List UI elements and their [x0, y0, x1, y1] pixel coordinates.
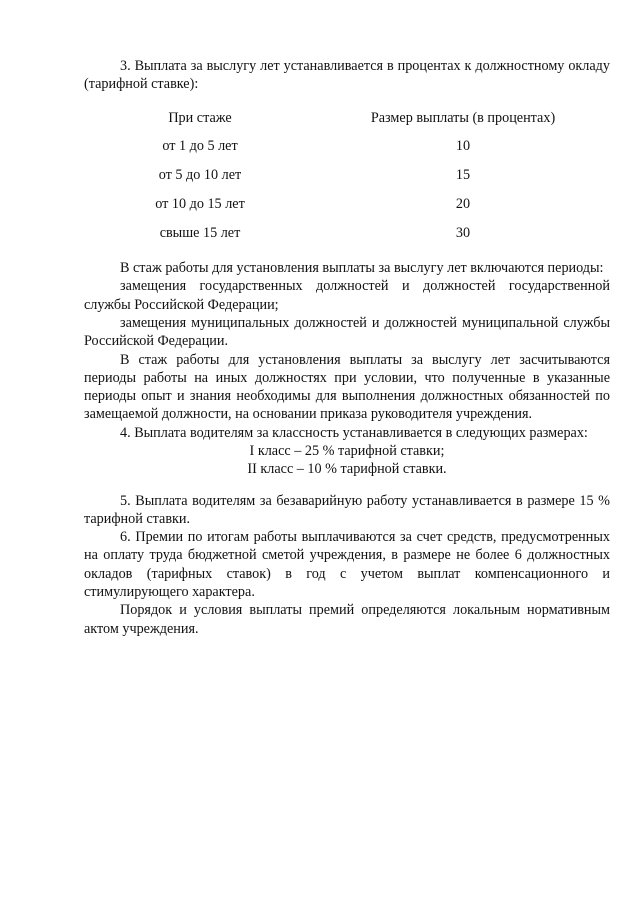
header-payment-size: Размер выплаты (в процентах)	[370, 109, 556, 126]
paragraph-6: 6. Премии по итогам работы выплачиваются за счет средств, предусмотренных на оплату труда бюджетной сметой учреждения, в размере не более 6 должностных окладов (тарифных ставок) в год с учетом выплат компенсационного и стимулирующего характера.	[84, 529, 610, 601]
header-experience: При стаже	[168, 109, 232, 126]
table-cell-percent: 20	[455, 195, 471, 212]
paragraph-counted-periods: В стаж работы для установления выплаты за выслугу лет засчитываются периоды работы на иных должностях при условии, что полученные в указанные периоды опыт и знания необходимы для выполнения должностных обязанностей по замещаемой должности, на основании приказа руководителя учреждения.	[84, 351, 610, 423]
paragraph-gos-service: замещения государственных должностей и должностей государственной службы Российской Федерации;	[84, 278, 610, 313]
table-cell-experience: от 10 до 15 лет	[155, 195, 245, 212]
paragraph-stazh: В стаж работы для установления выплаты за выслугу лет включаются периоды:	[120, 260, 604, 277]
seniority-table	[84, 104, 610, 247]
table-header-row	[84, 104, 610, 133]
table-row	[84, 218, 610, 247]
class-2-rate: II класс – 10 % тарифной ставки.	[247, 461, 447, 478]
table-cell-percent: 15	[455, 167, 471, 184]
paragraph-mun-service: замещения муниципальных должностей и должностей муниципальной службы Российской Федерации.	[84, 314, 610, 350]
paragraph-4: 4. Выплата водителям за классность устанавливается в следующих размерах:	[120, 424, 588, 441]
paragraph-3: 3. Выплата за выслугу лет устанавливается в процентах к должностному окладу (тарифной ставке):	[84, 58, 610, 93]
class-1-rate: I класс – 25 % тарифной ставки;	[249, 443, 445, 459]
table-row	[84, 161, 610, 190]
table-cell-experience: от 1 до 5 лет	[162, 138, 238, 155]
table-row	[84, 190, 610, 219]
document-page	[84, 57, 610, 638]
table-cell-percent: 10	[455, 138, 471, 155]
table-cell-experience: от 5 до 10 лет	[158, 167, 242, 184]
table-cell-experience: свыше 15 лет	[159, 224, 241, 241]
paragraph-poryadok: Порядок и условия выплаты премий определяются локальным нормативным актом учреждения.	[84, 602, 610, 637]
paragraph-5: 5. Выплата водителям за безаварийную работу устанавливается в размере 15 % тарифной ставки.	[84, 492, 610, 527]
table-row	[84, 132, 610, 161]
table-cell-percent: 30	[455, 224, 471, 241]
